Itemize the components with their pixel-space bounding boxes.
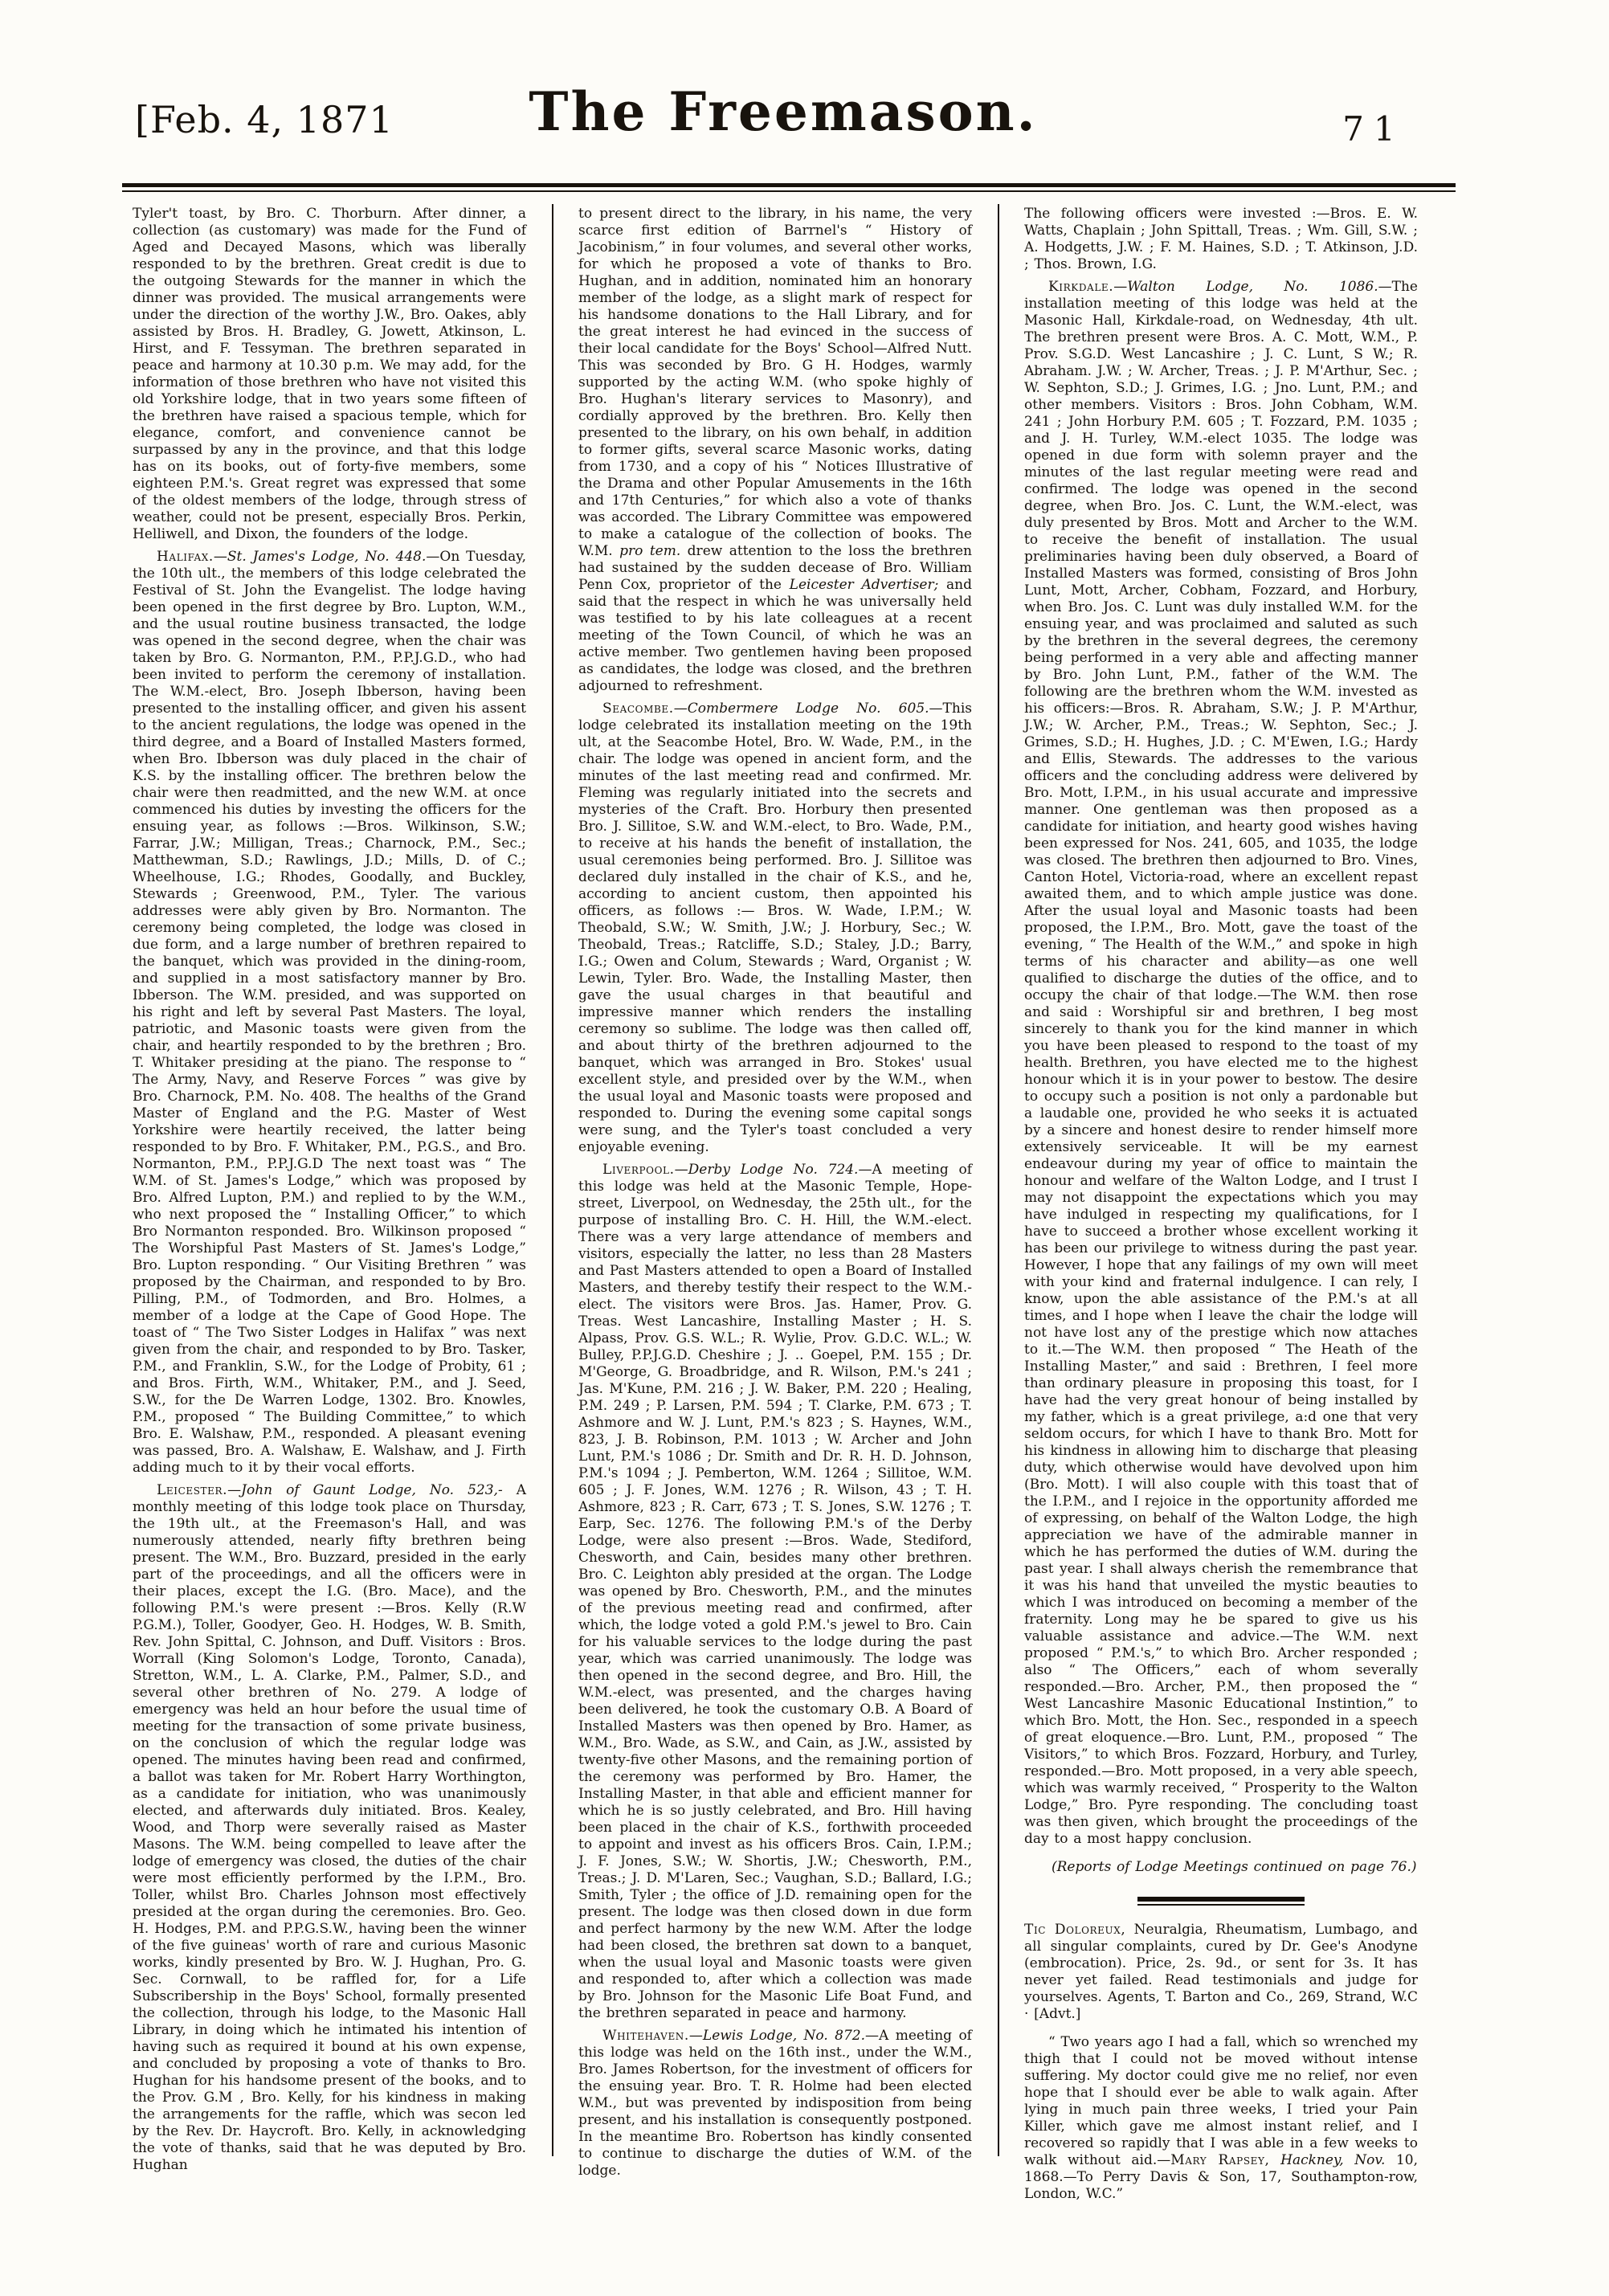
- column-3: [1024, 206, 1418, 2203]
- advert-testimonial: “ Two years ago I had a fall, which so wrenched my thigh that I could not be moved without intense suffering. My doctor could give me no relief, nor even hope that I should ever be able to walk again. After lying in much pain three weeks, I tried your Pain Killer, which gave me almost instant relief, and I recovered so rapidly that I was able in a few weeks to walk without aid.—Mary Rapsey, Hackney, Nov. 10, 1868.—To Perry Davis & Son, 17, Southampton-row, London, W.C.”: [1024, 2034, 1418, 2202]
- column-1: [133, 206, 526, 2203]
- column-2: [578, 206, 972, 2203]
- continuation-paragraph: Tyler't toast, by Bro. C. Thorburn. After dinner, a collection (as customary) was made for the Fund of Aged and Decayed Masons, which was liberally responded to by the brethren. Great credit is due to the outgoing Stewards for the manner in which the dinner was provided. The musical arrangements were under the direction of the worthy J.W., Bro. Oakes, ably assisted by Bros. H. Bradley, G. Jowett, Atkinson, L. Hirst, and F. Tessyman. The brethren separated in peace and harmony at 10.30 p.m. We may add, for the information of those brethren who have not visited this old Yorkshire lodge, that in two years some fifteen of the brethren have raised a spacious temple, which for elegance, comfort, and convenience cannot be surpassed by any in the province, and that this lodge has on its books, out of forty-five members, some eighteen P.M.'s. Great regret was expressed that some of the oldest members of the lodge, through stress of weather, could not be present, especially Bros. Perkin, Helliwell, and Dixon, the founders of the lodge.: [133, 206, 526, 542]
- advert-tic-doloreux: Tic Doloreux, Neuralgia, Rheumatism, Lumbago, and all singular complaints, cured by Dr. Gee's Anodyne (embrocation). Price, 2s. 9d., or sent for 3s. It has never yet failed. Read testimonials and judge for yourselves. Agents, T. Barton and Co., 269, Strand, W.C · [Advt.]: [1024, 1922, 1418, 2022]
- columns: [133, 206, 1418, 2203]
- lodge-entry-kirkdale: Kirkdale.—Walton Lodge, No. 1086.—The installation meeting of this lodge was held at the Masonic Hall, Kirkdale-road, on Wednesday, 4th ult. The brethren present were Bros. A. C. Mott, W.M., P. Prov. S.G.D. West Lancashire ; J. C. Lunt, S W.; R. Abraham. J.W. ; W. Archer, Treas. ; J. P. M'Arthur, Sec. ; W. Sephton, S.D.; J. Grimes, I.G. ; Jno. Lunt, P.M.; and other members. Visitors : Bros. John Cobham, W.M. 241 ; John Horbury P.M. 605 ; T. Fozzard, P.M. 1035 ; and J. H. Turley, W.M.-elect 1035. The lodge was opened in due form with solemn prayer and the minutes of the last regular meeting were read and confirmed. The lodge was opened in the second degree, when Bro. Jos. C. Lunt, the W.M.-elect, was duly presented by Bros. Mott and Archer to the W.M. to receive the benefit of installation. The usual preliminaries having been duly observed, a Board of Installed Masters was formed, consisting of Bros John Lunt, Mott, Archer, Cobham, Fozzard, and Horbury, when Bro. Jos. C. Lunt was duly installed W.M. for the ensuing year, and was proclaimed and saluted as such by the brethren in the several degrees, the ceremony being performed in a very able and affecting manner by Bro. John Lunt, P.M., father of the W.M. The following are the brethren whom the W.M. invested as his officers:—Bros. R. Abraham, S.W.; J. P. M'Arthur, J.W.; W. Archer, P.M., Treas.; W. Sephton, Sec.; J. Grimes, S.D.; H. Hughes, J.D. ; C. M'Ewen, I.G.; Hardy and Ellis, Stewards. The addresses to the various officers and the concluding address were delivered by Bro. Mott, I.P.M., in his usual accurate and impressive manner. One gentleman was then proposed as a candidate for initiation, and hearty good wishes having been expressed for Nos. 241, 605, and 1035, the lodge was closed. The brethren then adjourned to Bro. Vines, Canton Hotel, Victoria-road, where an excellent repast awaited them, and to which ample justice was done. After the usual loyal and Masonic toasts had been proposed, the I.P.M., Bro. Mott, gave the toast of the evening, “ The Health of the W.M.,” and spoke in high terms of his character and ability—as one well qualified to discharge the duties of the office, and to occupy the chair of that lodge.—The W.M. then rose and said : Worshipful sir and brethren, I beg most sincerely to thank you for the kind manner in which you have been pleased to respond to the toast of my health. Brethren, you have elected me to the highest honour which it is in your power to bestow. The desire to occupy such a position is not only a pardonable but a laudable one, provided he who seeks it is actuated by a sincere and honest desire to render himself more extensively serviceable. It will be my earnest endeavour during my year of office to maintain the honour and welfare of the Walton Lodge, and I trust I may not disappoint the expectations which you may have indulged in respecting my qualifications, for I have to succeed a brother whose excellent working it has been our privilege to witness during the past year. However, I hope that any failings of my own will meet with your kind and fraternal indulgence. I can rely, I know, upon the able assistance of the P.M.'s at all times, and I hope when I leave the chair the lodge will not have lost any of the prestige which now attaches to it.—The W.M. then proposed “ The Heath of the Installing Master,” and said : Brethren, I feel more than ordinary pleasure in proposing this toast, for I have had the very great honour of being installed by my father, which is a great privilege, a:d one that very seldom occurs, for which I have to thank Bro. Mott for his kindness in allowing him to discharge that pleasing duty, which otherwise would have devolved upon him (Bro. Mott). I will also couple with this toast that of the I.P.M., and I rejoice in the opportunity afforded me of expressing, on behalf of the Walton Lodge, the high appreciation we have of the admirable manner in which he has performed the duties of W.M. during the past year. I shall always cherish the remembrance that it was his hand that unveiled the mystic beauties to which I was introduced on becoming a member of the fraternity. Long may he be spared to give us his valuable assistance and advice.—The W.M. next proposed “ P.M.'s,” to which Bro. Archer responded ; also “ The Officers,” each of whom severally responded.—Bro. Archer, P.M., then proposed the “ West Lancashire Masonic Educational Instintion,” to which Bro. Mott, the Hon. Sec., responded in a speech of great eloquence.—Bro. Lunt, P.M., proposed “ The Visitors,” to which Bros. Fozzard, Horbury, and Turley, responded.—Bro. Mott proposed, in a very able speech, which was warmly received, “ Prosperity to the Walton Lodge,” Bro. Pyre responding. The concluding toast was then given, which brought the proceedings of the day to a most happy conclusion.: [1024, 279, 1418, 1847]
- lodge-entry-seacombe: Seacombe.—Combermere Lodge No. 605.—This lodge celebrated its installation meeting on the 19th ult, at the Seacombe Hotel, Bro. W. Wade, P.M., in the chair. The lodge was opened in ancient form, and the minutes of the last meeting read and confirmed. Mr. Fleming was regularly initiated into the secrets and mysteries of the Craft. Bro. Horbury then presented Bro. J. Sillitoe, S.W. and W.M.-elect, to Bro. Wade, P.M., to receive at his hands the benefit of installation, the usual ceremonies being performed. Bro. J. Sillitoe was declared duly installed in the chair of K.S., and he, according to ancient custom, then appointed his officers, as follows :— Bros. W. Wade, I.P.M.; W. Theobald, S.W.; W. Smith, J.W.; J. Horbury, Sec.; W. Theobald, Treas.; Ratcliffe, S.D.; Staley, J.D.; Barry, I.G.; Owen and Colum, Stewards ; Ward, Organist ; W. Lewin, Tyler. Bro. Wade, the Installing Master, then gave the usual charges in that beautiful and impressive manner which renders the installing ceremony so sublime. The lodge was then called off, and about thirty of the brethren adjourned to the banquet, which was arranged in Bro. Stokes' usual excellent style, and presided over by the W.M., when the usual loyal and Masonic toasts were proposed and responded to. During the evening some capital songs were sung, and the Tyler's toast concluded a very enjoyable evening.: [578, 701, 972, 1155]
- masthead-title: The Freemason.: [529, 80, 1038, 143]
- lodge-entry-leicester: Leicester.—John of Gaunt Lodge, No. 523,- A monthly meeting of this lodge took place on Thursday, the 19th ult., at the Freemason's Hall, and was numerously attended, nearly fifty brethren being present. The W.M., Bro. Buzzard, presided in the early part of the proceedings, and all the officers were in their places, except the I.G. (Bro. Mace), and the following P.M.'s were present :—Bros. Kelly (R.W P.G.M.), Toller, Goodyer, Geo. H. Hodges, W. B. Smith, Rev. John Spittal, C. Johnson, and Duff. Visitors : Bros. Worrall (King Solomon's Lodge, Toronto, Canada), Stretton, W.M., L. A. Clarke, P.M., Palmer, S.D., and several other brethren of No. 279. A lodge of emergency was held an hour before the usual time of meeting for the transaction of some private business, on the conclusion of which the regular lodge was opened. The minutes having been read and confirmed, a ballot was taken for Mr. Robert Harry Worthington, as a candidate for initiation, who was unanimously elected, and afterwards duly initiated. Bros. Kealey, Wood, and Thorp were severally raised as Master Masons. The W.M. being compelled to leave after the lodge of emergency was closed, the duties of the chair were most efficiently performed by the I.P.M., Bro. Toller, whilst Bro. Charles Johnson most effectively presided at the organ during the ceremonies. Bro. Geo. H. Hodges, P.M. and P.P.G.S.W., having been the winner of the five guineas' worth of rare and curious Masonic works, kindly presented by Bro. W. J. Hughan, Pro. G. Sec. Cornwall, to be raffled for, for a Life Subscribership in the Boys' School, formally presented the collection, through his lodge, to the Masonic Hall Library, in doing which he intimated his intention of having such as required it bound at his own expense, and concluded by proposing a vote of thanks to Bro. Hughan for his handsome present of the books, and to the Prov. G.M , Bro. Kelly, for his kindness in making the arrangements for the raffle, which was secon led by the Rev. Dr. Haycroft. Bro. Kelly, in acknowledging the vote of thanks, said that he was deputed by Bro. Hughan: [133, 1482, 526, 2173]
- lodge-entry-whitehaven: Whitehaven.—Lewis Lodge, No. 872.—A meeting of this lodge was held on the 16th inst., under the W.M., Bro. James Robertson, for the investment of officers for the ensuing year. Bro. T. R. Holme had been elected W.M., but was prevented by indisposition from being present, and his installation is consequently postponed. In the meantime Bro. Robertson has kindly consented to continue to discharge the duties of W.M. of the lodge.: [578, 2028, 972, 2179]
- continuation-note: (Reports of Lodge Meetings continued on page 76.): [1052, 1859, 1417, 1875]
- page-number: 71: [1342, 109, 1405, 149]
- lodge-entry-halifax: Halifax.—St. James's Lodge, No. 448.—On Tuesday, the 10th ult., the members of this lodge celebrated the Festival of St. John the Evangelist. The lodge having been opened in the first degree by Bro. Lupton, W.M., and the usual routine business transacted, the lodge was opened in the second degree, when the chair was taken by Bro. G. Normanton, P.M., P.P.J.G.D., who had been invited to perform the ceremony of installation. The W.M.-elect, Bro. Joseph Ibberson, having been presented to the installing officer, and given his assent to the ancient regulations, the lodge was opened in the third degree, and a Board of Installed Masters formed, when Bro. Ibberson was duly placed in the chair of K.S. by the installing officer. The brethren below the chair were then readmitted, and the new W.M. at once commenced his duties by investing the officers for the ensuing year, as follows :—Bros. Wilkinson, S.W.; Farrar, J.W.; Milligan, Treas.; Charnock, P.M., Sec.; Matthewman, S.D.; Rawlings, J.D.; Mills, D. of C.; Wheelhouse, I.G.; Rhodes, Goodally, and Buckley, Stewards ; Greenwood, P.M., Tyler. The various addresses were ably given by Bro. Normanton. The ceremony being completed, the lodge was closed in due form, and a large number of brethren repaired to the banquet, which was provided in the dining-room, and supplied in a most satisfactory manner by Bro. Ibberson. The W.M. presided, and was supported on his right and left by several Past Masters. The loyal, patriotic, and Masonic toasts were given from the chair, and heartily responded to by the brethren ; Bro. T. Whitaker presiding at the piano. The response to “ The Army, Navy, and Reserve Forces ” was give by Bro. Charnock, P.M. No. 408. The healths of the Grand Master of England and the P.G. Master of West Yorkshire were heartily received, the latter being responded to by Bro. F. Whitaker, P.M., P.G.S., and Bro. Normanton, P.M., P.P.J.G.D The next toast was “ The W.M. of St. James's Lodge,” which was proposed by Bro. Alfred Lupton, P.M.) and replied to by the W.M., who next proposed the “ Installing Officer,” to which Bro Normanton responded. Bro. Wilkinson proposed “ The Worshipful Past Masters of St. James's Lodge,” Bro. Lupton responding. “ Our Visiting Brethren ” was proposed by the Chairman, and responded to by Bro. Pilling, P.M., of Todmorden, and Bro. Holmes, a member of a lodge at the Cape of Good Hope. The toast of “ The Two Sister Lodges in Halifax ” was next given from the chair, and responded to by Bro. Tasker, P.M., and Franklin, S.W., for the Lodge of Probity, 61 ; and Bros. Firth, W.M., Whitaker, P.M., and J. Seed, S.W., for the De Warren Lodge, 1302. Bro. Knowles, P.M., proposed “ The Building Committee,” to which Bro. E. Walshaw, P.M., responded. A pleasant evening was passed, Bro. A. Walshaw, E. Walshaw, and J. Firth adding much to it by their vocal efforts.: [133, 549, 526, 1476]
- continuation-paragraph: The following officers were invested :—Bros. E. W. Watts, Chaplain ; John Spittall, Treas. ; Wm. Gill, S.W. ; A. Hodgetts, J.W. ; F. M. Haines, S.D. ; T. Atkinson, J.D. ; Thos. Brown, I.G.: [1024, 206, 1418, 272]
- header-double-rule: [122, 183, 1456, 192]
- section-divider-rule: [1137, 1897, 1305, 1906]
- continuation-paragraph: to present direct to the library, in his name, the very scarce first edition of Barrnel's “ History of Jacobinism,” in four volumes, and several other works, for which he proposed a vote of thanks to Bro. Hughan, and in addition, nominated him an honorary member of the lodge, as a slight mark of respect for his handsome donations to the Hall Library, and for the great interest he had evinced in the success of their local candidate for the Boys' School—Alfred Nutt. This was seconded by Bro. G H. Hodges, warmly supported by the acting W.M. (who spoke highly of Bro. Hughan's literary services to Masonry), and cordially approved by the brethren. Bro. Kelly then presented to the library, on his own behalf, in addition to former gifts, several scarce Masonic works, dating from 1730, and a copy of his “ Notices Illustrative of the Drama and other Popular Amusements in the 16th and 17th Centuries,” for which also a vote of thanks was accorded. The Library Committee was empowered to make a catalogue of the collection of books. The W.M. pro tem. drew attention to the loss the brethren had sustained by the sudden decease of Bro. William Penn Cox, proprietor of the Leicester Advertiser; and said that the respect in which he was universally held was testified to by his late colleagues at a recent meeting of the Town Council, of which he was an active member. Two gentlemen having been proposed as candidates, the lodge was closed, and the brethren adjourned to refreshment.: [578, 206, 973, 694]
- page-date: [Feb. 4, 1871: [135, 98, 394, 141]
- lodge-entry-liverpool: Liverpool.—Derby Lodge No. 724.—A meeting of this lodge was held at the Masonic Temple, Hope-street, Liverpool, on Wednesday, the 25th ult., for the purpose of installing Bro. C. H. Hill, the W.M.-elect. There was a very large attendance of members and visitors, especially the latter, no less than 28 Masters and Past Masters attended to open a Board of Installed Masters, and thereby testify their respect to the W.M.-elect. The visitors were Bros. Jas. Hamer, Prov. G. Treas. West Lancashire, Installing Master ; H. S. Alpass, Prov. G.S. W.L.; R. Wylie, Prov. G.D.C. W.L.; W. Bulley, P.P.J.G.D. Cheshire ; J. .. Goepel, P.M. 155 ; Dr. M'George, G. Broadbridge, and R. Wilson, P.M.'s 241 ; Jas. M'Kune, P.M. 216 ; J. W. Baker, P.M. 220 ; Healing, P.M. 249 ; P. Larsen, P.M. 594 ; T. Clarke, P.M. 673 ; T. Ashmore and W. J. Lunt, P.M.'s 823 ; S. Haynes, W.M., 823, J. B. Robinson, P.M. 1013 ; W. Archer and John Lunt, P.M.'s 1086 ; Dr. Smith and Dr. R. H. D. Johnson, P.M.'s 1094 ; J. Pemberton, W.M. 1264 ; Sillitoe, W.M. 605 ; J. F. Jones, W.M. 1276 ; R. Wilson, 43 ; T. H. Ashmore, 823 ; R. Carr, 673 ; T. S. Jones, S.W. 1276 ; T. Earp, Sec. 1276. The following P.M.'s of the Derby Lodge, were also present :—Bros. Wade, Stediford, Chesworth, and Cain, besides many other brethren. Bro. C. Leighton ably presided at the organ. The Lodge was opened by Bro. Chesworth, P.M., and the minutes of the previous meeting read and confirmed, after which, the lodge voted a gold P.M.'s jewel to Bro. Cain for his valuable services to the lodge during the past year, which was carried unanimously. The lodge was then opened in the second degree, and Bro. Hill, the W.M.-elect, was presented, and the charges having been delivered, he took the customary O.B. A Board of Installed Masters was then opened by Bro. Hamer, as W.M., Bro. Wade, as S.W., and Cain, as J.W., assisted by twenty-five other Masons, and the remaining portion of the ceremony was performed by Bro. Hamer, the Installing Master, in that able and efficient manner for which he is so justly celebrated, and Bro. Hill having been placed in the chair of K.S., forthwith proceeded to appoint and invest as his officers Bros. Cain, I.P.M.; J. F. Jones, S.W.; W. Shortis, J.W.; Chesworth, P.M., Treas.; J. D. M'Laren, Sec.; Vaughan, S.D.; Ballard, I.G.; Smith, Tyler ; the office of J.D. remaining open for the present. The lodge was then closed down in due form and perfect harmony by the new W.M. After the lodge had been closed, the brethren sat down to a banquet, when the usual loyal and Masonic toasts were given and responded to, after which a collection was made by Bro. Johnson for the Masonic Life Boat Fund, and the brethren separated in peace and harmony.: [578, 1162, 972, 2021]
